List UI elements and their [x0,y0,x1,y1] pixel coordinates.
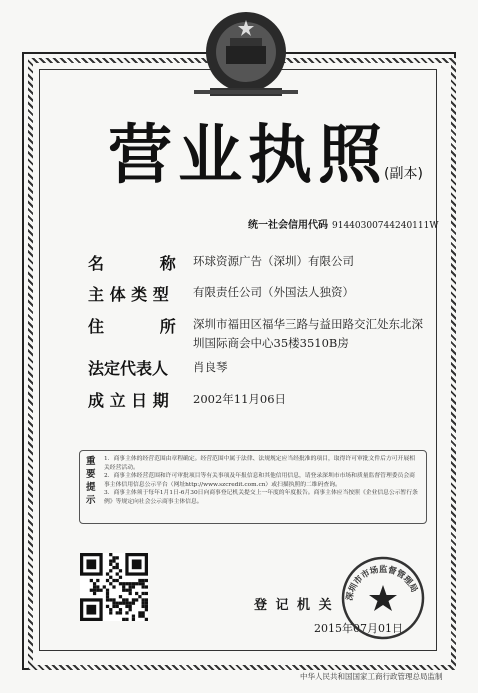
document-title: 营业执照 [108,119,388,193]
credit-code [248,216,439,231]
document-subtitle: (副本) [384,166,423,182]
notice-line: 2．商事主体经营范围和许可审批项目等有关事项及年报信息和其他信用信息，请登录深圳市市场和质量监督管理委员会商事主体信用信息公示平台（网址http://www.szcredit.com.cn）或扫描执照的二维码查询。 [104,473,415,488]
notice-line: 1．商事主体的经营范围由章程确定。经营范围中属于法律、法规规定应当经批准的项目，取得许可审批文件后方可开展相关经营活动。 [104,456,415,471]
field-label-representative: 法定代表人 [88,359,169,378]
credit-code-value: 91440300744240111W [332,221,439,231]
field-label-type: 主 体 类 型 [88,285,169,304]
official-seal-icon [338,553,428,643]
field-value-address: 深圳市福田区福华三路与益田路交汇处东北深圳国际商会中心35楼3510B房 [193,317,423,350]
issue-date: 2015年07月01日 [314,622,403,635]
notice-line: 3．商事主体须于每年1月1日-6月30日向商事登记机关提交上一年度的年度报告。商事主体应当按照《企业信息公示暂行条例》等规定向社会公示商事主体信息。 [104,490,418,505]
credit-code-label: 统一社会信用代码 [248,220,328,231]
field-label-name: 名 称 [88,254,176,273]
field-value-representative: 肖良琴 [193,360,228,374]
field-label-established: 成 立 日 期 [88,391,169,410]
field-value-established: 2002年11月06日 [193,392,287,406]
national-emblem-icon [190,6,302,102]
registration-authority-label: 登 记 机 关 [254,598,334,613]
notice-box [79,450,427,524]
field-value-type: 有限责任公司（外国法人独资） [193,285,354,299]
field-value-name: 环球资源广告（深圳）有限公司 [193,254,354,268]
notice-label: 重要提示 [86,456,96,506]
qr-code-icon[interactable] [80,553,148,621]
seal-text: 深圳市市场监督管理局 [344,564,419,602]
footer-text: 中华人民共和国国家工商行政管理总局监制 [300,672,443,681]
field-label-address: 住 所 [88,317,176,336]
notice-text [104,455,420,507]
